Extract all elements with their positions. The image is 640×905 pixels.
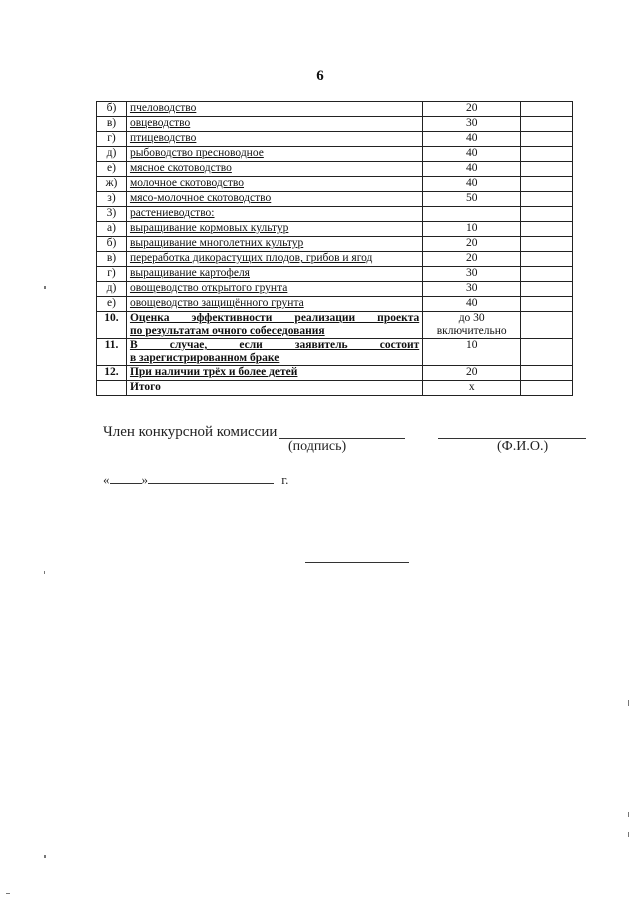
row-blank	[521, 207, 573, 222]
row-name: пчеловодство	[126, 102, 422, 117]
row-score: 10	[423, 222, 521, 237]
row-blank	[521, 252, 573, 267]
row-name: выращивание кормовых культур	[126, 222, 422, 237]
row-name-line2: в зарегистрированном браке	[129, 352, 280, 364]
day-line	[110, 483, 142, 484]
table-row	[97, 177, 573, 192]
row-number: б)	[97, 237, 127, 252]
row-number: 3)	[97, 207, 127, 222]
row-blank	[521, 312, 573, 339]
row-score	[423, 312, 521, 339]
scan-mark	[628, 832, 629, 837]
row-score: 20	[423, 102, 521, 117]
row-score: 20	[423, 366, 521, 381]
row-number: г)	[97, 132, 127, 147]
row-number: 11.	[97, 339, 127, 366]
row-number: ж)	[97, 177, 127, 192]
row-name: выращивание картофеля	[126, 267, 422, 282]
table-row	[97, 117, 573, 132]
table-row	[97, 162, 573, 177]
month-year-line	[148, 483, 274, 484]
row-name-line2: по результатам очного собеседования	[129, 325, 325, 337]
page-number: 6	[316, 68, 324, 84]
row-blank	[521, 381, 573, 396]
row-name	[126, 312, 422, 339]
row-number	[97, 381, 127, 396]
row-blank	[521, 297, 573, 312]
row-name: выращивание многолетних культур	[126, 237, 422, 252]
row-name	[126, 339, 422, 366]
signature-caption: (подпись)	[288, 439, 347, 454]
row-number: 10.	[97, 312, 127, 339]
row-number: е)	[97, 162, 127, 177]
row-score-line1: до 30	[458, 312, 485, 324]
table-row	[97, 312, 573, 339]
row-score: 30	[423, 267, 521, 282]
row-blank	[521, 102, 573, 117]
row-blank	[521, 366, 573, 381]
row-number: г)	[97, 267, 127, 282]
total-label: Итого	[126, 381, 422, 396]
scan-mark	[44, 571, 45, 574]
scan-mark	[628, 700, 629, 706]
row-score-line2: включительно	[436, 325, 507, 337]
row-name: молочное скотоводство	[126, 177, 422, 192]
row-score: 40	[423, 132, 521, 147]
row-score: 40	[423, 147, 521, 162]
scan-mark	[6, 893, 10, 894]
row-blank	[521, 237, 573, 252]
row-name-line1: Оценка эффективности реализации проекта	[129, 312, 420, 324]
row-blank	[521, 282, 573, 297]
row-blank	[521, 117, 573, 132]
row-number: в)	[97, 117, 127, 132]
date-open-quote: «	[103, 472, 110, 487]
scan-mark	[44, 286, 46, 289]
row-name: растениеводство:	[126, 207, 422, 222]
table-row	[97, 297, 573, 312]
table-row	[97, 222, 573, 237]
row-number: е)	[97, 297, 127, 312]
row-score: 30	[423, 282, 521, 297]
table-row	[97, 207, 573, 222]
table-row	[97, 192, 573, 207]
row-name: овцеводство	[126, 117, 422, 132]
row-blank	[521, 222, 573, 237]
criteria-table	[96, 101, 573, 396]
row-number: в)	[97, 252, 127, 267]
row-score: 30	[423, 117, 521, 132]
row-blank	[521, 339, 573, 366]
row-name: овощеводство открытого грунта	[126, 282, 422, 297]
row-score: 20	[423, 252, 521, 267]
signature-label: Член конкурсной комиссии	[103, 424, 278, 440]
row-number: з)	[97, 192, 127, 207]
row-score: 20	[423, 237, 521, 252]
row-blank	[521, 132, 573, 147]
row-blank	[521, 177, 573, 192]
row-score: 40	[423, 297, 521, 312]
year-suffix: г.	[281, 472, 289, 487]
row-number: д)	[97, 282, 127, 297]
total-score: х	[423, 381, 521, 396]
scan-mark	[628, 812, 629, 817]
row-name: При наличии трёх и более детей	[126, 366, 422, 381]
closing-line	[305, 561, 409, 563]
date-close-quote: »	[141, 472, 148, 487]
row-score: 10	[423, 339, 521, 366]
row-score: 50	[423, 192, 521, 207]
row-blank	[521, 147, 573, 162]
row-blank	[521, 267, 573, 282]
table-row	[97, 282, 573, 297]
table-row	[97, 237, 573, 252]
name-caption: (Ф.И.О.)	[497, 439, 549, 454]
row-name: мясное скотоводство	[126, 162, 422, 177]
row-number: б)	[97, 102, 127, 117]
table-row	[97, 147, 573, 162]
row-blank	[521, 162, 573, 177]
row-number: д)	[97, 147, 127, 162]
scan-mark	[44, 855, 46, 858]
table-row	[97, 366, 573, 381]
row-score	[423, 207, 521, 222]
table-row	[97, 252, 573, 267]
row-name: мясо-молочное скотоводство	[126, 192, 422, 207]
row-number: а)	[97, 222, 127, 237]
row-number: 12.	[97, 366, 127, 381]
table-row	[97, 132, 573, 147]
table-row	[97, 339, 573, 366]
row-name: переработка дикорастущих плодов, грибов и ягод	[126, 252, 422, 267]
date-row	[103, 472, 288, 488]
row-name: птицеводство	[126, 132, 422, 147]
row-name-line1: В случае, если заявитель состоит	[129, 339, 420, 351]
row-blank	[521, 192, 573, 207]
table-row	[97, 102, 573, 117]
row-name: овощеводство защищённого грунта	[126, 297, 422, 312]
row-score: 40	[423, 162, 521, 177]
row-score: 40	[423, 177, 521, 192]
table-row	[97, 267, 573, 282]
row-name: рыбоводство пресноводное	[126, 147, 422, 162]
table-row-total	[97, 381, 573, 396]
